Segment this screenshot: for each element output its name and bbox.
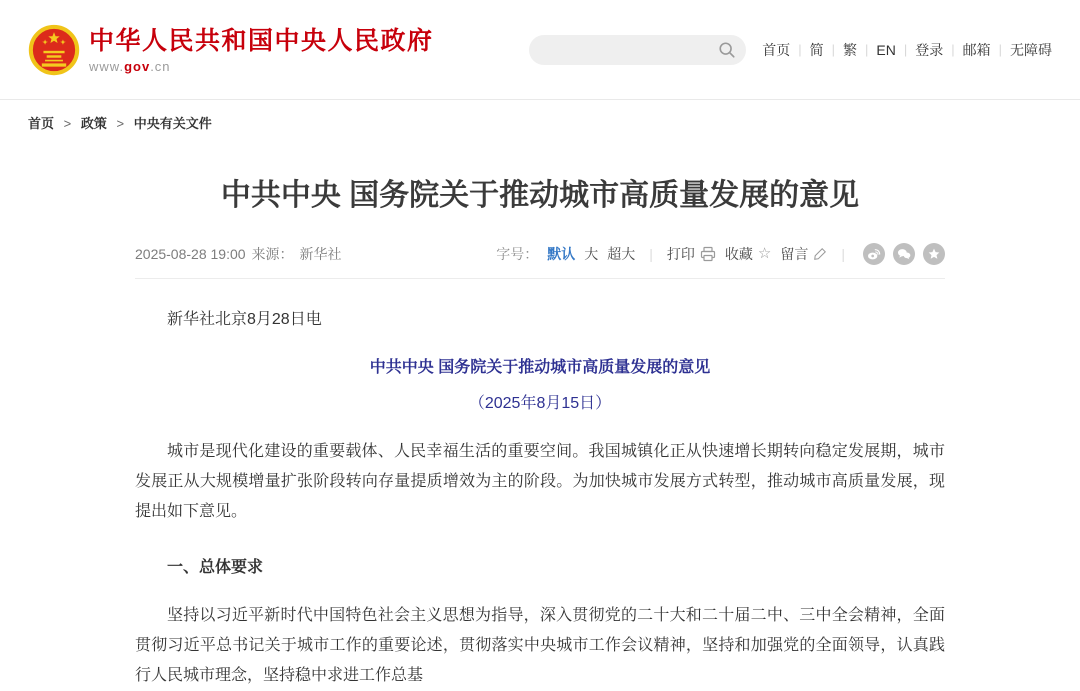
article-body	[135, 305, 945, 691]
article-meta-left	[135, 244, 342, 264]
wechat-share-icon[interactable]	[893, 243, 915, 265]
nav-traditional[interactable]: 繁	[842, 41, 857, 58]
article-meta-right: 字号： 默认 大 超大 | 打印 收藏 ☆ 留言 |	[496, 243, 945, 265]
nav-simplified[interactable]: 简	[809, 41, 824, 58]
publish-date: 2025-08-28 19:00	[135, 245, 246, 262]
article-meta-row	[135, 243, 945, 279]
weibo-share-icon[interactable]	[863, 243, 885, 265]
nav-home[interactable]: 首页	[762, 41, 791, 58]
paragraph-2: 坚持以习近平新时代中国特色社会主义思想为指导，深入贯彻党的二十大和二十届二中、三中全会精神，全面贯彻习近平总书记关于城市工作的重要论述，贯彻落实中央城市工作会议精神，坚持和加强党的全面领导，认真践行人民城市理念，坚持稳中求进工作总基	[135, 606, 945, 684]
star-icon: ☆	[757, 245, 772, 262]
font-size-label: 字号：	[496, 245, 539, 262]
qzone-share-icon[interactable]	[923, 243, 945, 265]
pencil-icon	[813, 247, 827, 261]
source-label: 来源：	[251, 245, 294, 262]
article-container	[135, 176, 945, 691]
breadcrumb: 首页 > 政策 > 中央有关文件	[28, 116, 212, 131]
source-value[interactable]: 新华社	[299, 245, 342, 262]
national-emblem-icon	[28, 24, 80, 76]
paragraph-1: 城市是现代化建设的重要载体、人民幸福生活的重要空间。我国城镇化正从快速增长期转向稳定发展期，城市发展正从大规模增量扩张阶段转向存量提质增效为主的阶段。为加快城市发展方式转型，推动城市高质量发展，现提出如下意见。	[135, 442, 945, 520]
site-logo[interactable]	[28, 24, 434, 76]
search-input[interactable]	[543, 41, 718, 58]
nav-accessibility[interactable]: 无障碍	[1010, 41, 1052, 58]
site-url: www.gov.cn	[89, 58, 171, 74]
nav-mail[interactable]: 邮箱	[962, 41, 991, 58]
comment-button[interactable]: 留言	[780, 244, 827, 264]
share-group	[863, 243, 945, 265]
favorite-button[interactable]: 收藏 ☆	[724, 245, 772, 262]
nav-english[interactable]: EN	[876, 41, 896, 58]
document-title: 中共中央 国务院关于推动城市高质量发展的意见	[369, 358, 711, 376]
top-nav: 首页 | 简 | 繁 | EN | 登录 | 邮箱 | 无障碍	[762, 41, 1052, 58]
font-size-large[interactable]: 大	[584, 245, 599, 262]
site-header	[0, 0, 1080, 100]
search-box[interactable]	[529, 35, 746, 65]
page-title: 中共中央 国务院关于推动城市高质量发展的意见	[220, 179, 860, 212]
printer-icon	[700, 246, 716, 262]
breadcrumb-policy[interactable]: 政策	[80, 116, 107, 131]
font-size-default[interactable]: 默认	[547, 245, 576, 262]
site-title: 中华人民共和国中央人民政府	[89, 26, 434, 55]
nav-login[interactable]: 登录	[915, 41, 944, 58]
font-size-xlarge[interactable]: 超大	[607, 245, 636, 262]
search-icon[interactable]	[718, 41, 736, 59]
breadcrumb-central-documents[interactable]: 中央有关文件	[133, 116, 212, 131]
dateline: 新华社北京8月28日电	[167, 310, 322, 328]
document-date: （2025年8月15日）	[468, 394, 612, 412]
section-heading-1: 一、总体要求	[167, 558, 264, 576]
breadcrumb-home[interactable]: 首页	[28, 116, 55, 131]
print-button[interactable]: 打印	[667, 244, 716, 264]
